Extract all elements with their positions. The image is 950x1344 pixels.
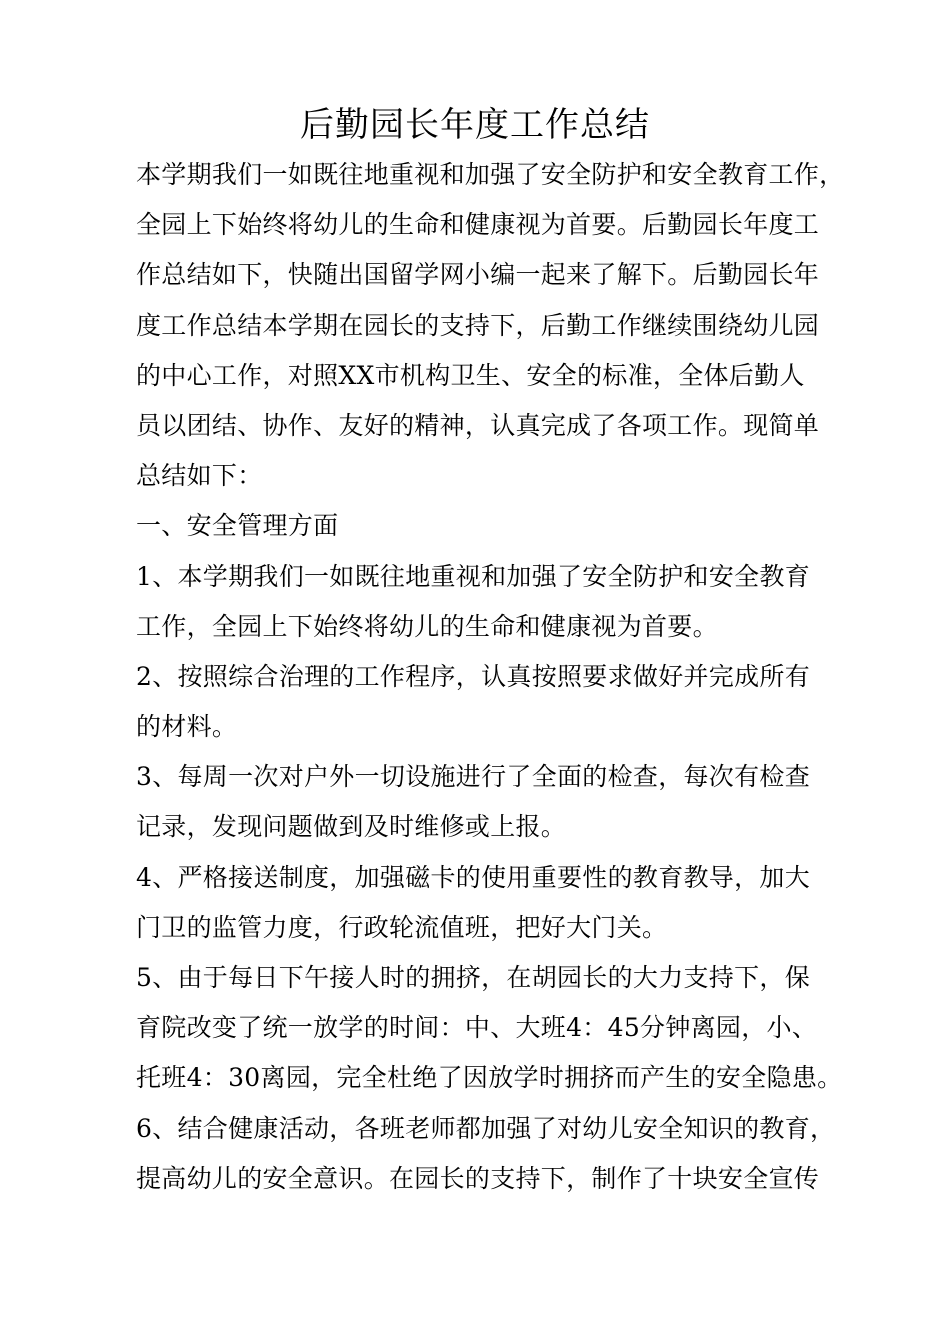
body-line: 的中心工作，对照XX市机构卫生、安全的标准，全体后勤人 [136, 360, 805, 390]
list-item-line: 门卫的监管力度，行政轮流值班，把好大门关。 [136, 912, 668, 942]
list-item-line: 6、结合健康活动，各班老师都加强了对幼儿安全知识的教育， [136, 1113, 836, 1143]
list-item-line: 1、本学期我们一如既往地重视和加强了安全防护和安全教育 [136, 561, 811, 591]
list-item-line: 工作，全园上下始终将幼儿的生命和健康视为首要。 [136, 611, 718, 641]
body-line: 本学期我们一如既往地重视和加强了安全防护和安全教育工作， [136, 160, 845, 189]
list-item-line: 5、由于每日下午接人时的拥挤，在胡园长的大力支持下，保 [136, 963, 811, 992]
list-item-line: 3、每周一次对户外一切设施进行了全面的检查，每次有检查 [136, 762, 811, 792]
body-line: 总结如下： [136, 461, 263, 491]
body-line: 度工作总结本学期在园长的支持下，后勤工作继续围绕幼儿园 [136, 310, 820, 340]
body-line: 全园上下始终将幼儿的生命和健康视为首要。后勤园长年度工 [136, 210, 820, 240]
list-item-line: 提高幼儿的安全意识。在园长的支持下，制作了十块安全宣传 [136, 1163, 820, 1193]
list-item-line: 2、按照综合治理的工作程序，认真按照要求做好并完成所有 [136, 661, 811, 691]
list-item-line: 育院改变了统一放学的时间：中、大班4：45分钟离园，小、 [136, 1013, 818, 1043]
list-item-line: 的材料。 [136, 712, 238, 742]
document-body [136, 150, 856, 1204]
list-item-line: 记录，发现问题做到及时维修或上报。 [136, 812, 567, 842]
body-line: 作总结如下，快随出国留学网小编一起来了解下。后勤园长年 [136, 260, 820, 290]
document-title: 后勤园长年度工作总结 [300, 105, 650, 145]
body-line: 员以团结、协作、友好的精神，认真完成了各项工作。现简单 [136, 410, 820, 440]
list-item-line: 托班4：30离园，完全杜绝了因放学时拥挤而产生的安全隐患。 [136, 1063, 843, 1093]
list-item-line: 4、严格接送制度，加强磁卡的使用重要性的教育教导，加大 [136, 862, 811, 892]
section-heading: 一、安全管理方面 [136, 511, 339, 541]
